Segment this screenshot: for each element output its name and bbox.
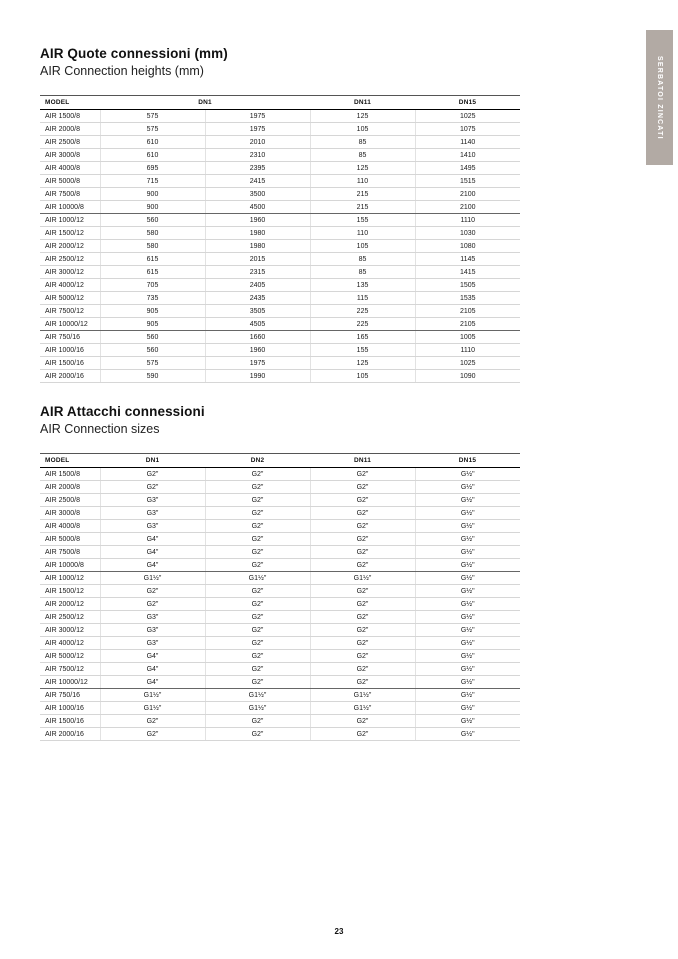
model-cell: AIR 10000/12 [40, 676, 100, 689]
value-cell: G2" [310, 650, 415, 663]
value-cell: 1030 [415, 227, 520, 240]
value-cell: G½" [415, 715, 520, 728]
value-cell: G2" [100, 585, 205, 598]
value-cell: G2" [310, 663, 415, 676]
value-cell: 610 [100, 136, 205, 149]
value-cell: 215 [310, 201, 415, 214]
value-cell: G2" [310, 637, 415, 650]
value-cell: G2" [205, 624, 310, 637]
model-cell: AIR 1000/12 [40, 214, 100, 227]
table-row [40, 728, 520, 741]
value-cell: G2" [310, 598, 415, 611]
table-row [40, 240, 520, 253]
table-row [40, 572, 520, 585]
value-cell: 1410 [415, 149, 520, 162]
value-cell: G2" [100, 468, 205, 481]
value-cell: G½" [415, 494, 520, 507]
value-cell: G4" [100, 546, 205, 559]
model-cell: AIR 7500/12 [40, 663, 100, 676]
value-cell: 4505 [205, 318, 310, 331]
value-cell: 1960 [205, 214, 310, 227]
table-row [40, 279, 520, 292]
table-row [40, 533, 520, 546]
value-cell: G2" [310, 715, 415, 728]
connection-heights-table [40, 95, 520, 383]
value-cell: G½" [415, 650, 520, 663]
table-row [40, 110, 520, 123]
value-cell: G2" [205, 507, 310, 520]
model-cell: AIR 1500/12 [40, 227, 100, 240]
value-cell: 1515 [415, 175, 520, 188]
model-cell: AIR 2000/12 [40, 598, 100, 611]
value-cell: G1½" [205, 572, 310, 585]
section-title: AIR Attacchi connessioni [40, 404, 205, 419]
value-cell: 85 [310, 266, 415, 279]
value-cell: 900 [100, 188, 205, 201]
value-cell: G2" [310, 507, 415, 520]
value-cell: 580 [100, 240, 205, 253]
value-cell: 110 [310, 227, 415, 240]
value-cell: 575 [100, 110, 205, 123]
value-cell: 1025 [415, 110, 520, 123]
value-cell: 2105 [415, 318, 520, 331]
value-cell: 1075 [415, 123, 520, 136]
value-cell: G3" [100, 520, 205, 533]
value-cell: 575 [100, 123, 205, 136]
model-cell: AIR 2000/16 [40, 370, 100, 383]
value-cell: G½" [415, 663, 520, 676]
table-row [40, 162, 520, 175]
section-connection-sizes [40, 404, 520, 741]
value-cell: G2" [205, 598, 310, 611]
value-cell: 1980 [205, 240, 310, 253]
table-row [40, 136, 520, 149]
value-cell: G½" [415, 702, 520, 715]
value-cell: 560 [100, 214, 205, 227]
value-cell: G½" [415, 572, 520, 585]
table-row [40, 266, 520, 279]
model-cell: AIR 3000/8 [40, 149, 100, 162]
value-cell: 125 [310, 110, 415, 123]
value-cell: 2395 [205, 162, 310, 175]
model-cell: AIR 2000/8 [40, 481, 100, 494]
value-cell: 1025 [415, 357, 520, 370]
model-cell: AIR 4000/8 [40, 520, 100, 533]
value-cell: 905 [100, 305, 205, 318]
value-cell: 85 [310, 149, 415, 162]
value-cell: G2" [205, 546, 310, 559]
value-cell: G3" [100, 611, 205, 624]
column-header-model: MODEL [40, 454, 100, 468]
model-cell: AIR 5000/8 [40, 533, 100, 546]
value-cell: G1½" [310, 572, 415, 585]
value-cell: G1½" [100, 572, 205, 585]
value-cell: G2" [205, 585, 310, 598]
value-cell: G2" [205, 559, 310, 572]
value-cell: 105 [310, 370, 415, 383]
table-row [40, 598, 520, 611]
model-cell: AIR 3000/12 [40, 624, 100, 637]
section-subtitle: AIR Connection sizes [40, 422, 160, 436]
value-cell: 1975 [205, 357, 310, 370]
value-cell: 1090 [415, 370, 520, 383]
value-cell: G3" [100, 494, 205, 507]
value-cell: G2" [205, 611, 310, 624]
table-row [40, 370, 520, 383]
value-cell: 590 [100, 370, 205, 383]
value-cell: G3" [100, 624, 205, 637]
value-cell: 735 [100, 292, 205, 305]
value-cell: 1660 [205, 331, 310, 344]
value-cell: G2" [205, 715, 310, 728]
value-cell: G2" [205, 481, 310, 494]
model-cell: AIR 4000/12 [40, 637, 100, 650]
model-cell: AIR 1500/8 [40, 110, 100, 123]
value-cell: 2010 [205, 136, 310, 149]
table-row [40, 149, 520, 162]
model-cell: AIR 1500/16 [40, 715, 100, 728]
value-cell: 695 [100, 162, 205, 175]
value-cell: 715 [100, 175, 205, 188]
value-cell: 155 [310, 214, 415, 227]
column-header-dn1: DN1 [100, 96, 310, 110]
model-cell: AIR 2500/8 [40, 494, 100, 507]
value-cell: G½" [415, 546, 520, 559]
table-row [40, 481, 520, 494]
value-cell: G½" [415, 611, 520, 624]
column-header-dn11: DN11 [310, 454, 415, 468]
value-cell: G½" [415, 728, 520, 741]
value-cell: G4" [100, 676, 205, 689]
value-cell: G4" [100, 663, 205, 676]
value-cell: G2" [205, 676, 310, 689]
value-cell: 105 [310, 240, 415, 253]
value-cell: 1140 [415, 136, 520, 149]
value-cell: G½" [415, 559, 520, 572]
value-cell: G1½" [205, 689, 310, 702]
model-cell: AIR 5000/12 [40, 650, 100, 663]
table-row [40, 318, 520, 331]
value-cell: G2" [310, 546, 415, 559]
value-cell: G2" [310, 611, 415, 624]
value-cell: G3" [100, 637, 205, 650]
value-cell: G2" [100, 715, 205, 728]
value-cell: G½" [415, 637, 520, 650]
column-header-dn15: DN15 [415, 96, 520, 110]
table-row [40, 201, 520, 214]
table-row [40, 227, 520, 240]
model-cell: AIR 2000/12 [40, 240, 100, 253]
model-cell: AIR 1000/16 [40, 344, 100, 357]
table-row [40, 650, 520, 663]
value-cell: 1960 [205, 344, 310, 357]
value-cell: G2" [205, 663, 310, 676]
table-row [40, 468, 520, 481]
value-cell: 85 [310, 253, 415, 266]
value-cell: 2415 [205, 175, 310, 188]
column-header-dn11: DN11 [310, 96, 415, 110]
model-cell: AIR 7500/8 [40, 188, 100, 201]
table-row [40, 494, 520, 507]
model-cell: AIR 2000/16 [40, 728, 100, 741]
value-cell: 2405 [205, 279, 310, 292]
value-cell: 165 [310, 331, 415, 344]
value-cell: G2" [205, 637, 310, 650]
value-cell: G2" [310, 728, 415, 741]
value-cell: 1415 [415, 266, 520, 279]
value-cell: G2" [205, 520, 310, 533]
side-tab-label: SERBATOI ZINCATI [656, 55, 663, 140]
model-cell: AIR 7500/12 [40, 305, 100, 318]
value-cell: G2" [205, 468, 310, 481]
value-cell: 1505 [415, 279, 520, 292]
value-cell: G2" [100, 481, 205, 494]
table-row [40, 611, 520, 624]
value-cell: 85 [310, 136, 415, 149]
value-cell: G½" [415, 624, 520, 637]
value-cell: 1110 [415, 214, 520, 227]
value-cell: 115 [310, 292, 415, 305]
table-row [40, 253, 520, 266]
table-row [40, 175, 520, 188]
value-cell: 2315 [205, 266, 310, 279]
value-cell: 1005 [415, 331, 520, 344]
model-cell: AIR 5000/12 [40, 292, 100, 305]
value-cell: G½" [415, 598, 520, 611]
value-cell: G4" [100, 650, 205, 663]
connection-sizes-table [40, 453, 520, 741]
table-row [40, 689, 520, 702]
value-cell: G2" [205, 650, 310, 663]
value-cell: 2100 [415, 201, 520, 214]
value-cell: G1½" [205, 702, 310, 715]
model-cell: AIR 10000/8 [40, 201, 100, 214]
value-cell: 2100 [415, 188, 520, 201]
table-row [40, 214, 520, 227]
value-cell: 2310 [205, 149, 310, 162]
column-header-dn1: DN1 [100, 454, 205, 468]
table-row [40, 520, 520, 533]
value-cell: 1980 [205, 227, 310, 240]
value-cell: G4" [100, 533, 205, 546]
table-row [40, 357, 520, 370]
value-cell: G2" [310, 520, 415, 533]
value-cell: 1110 [415, 344, 520, 357]
value-cell: 125 [310, 357, 415, 370]
model-cell: AIR 1500/8 [40, 468, 100, 481]
value-cell: 560 [100, 344, 205, 357]
model-cell: AIR 2500/12 [40, 611, 100, 624]
value-cell: G2" [310, 585, 415, 598]
value-cell: 225 [310, 305, 415, 318]
value-cell: 905 [100, 318, 205, 331]
value-cell: 1990 [205, 370, 310, 383]
value-cell: 215 [310, 188, 415, 201]
value-cell: 575 [100, 357, 205, 370]
value-cell: G2" [205, 533, 310, 546]
table-row [40, 676, 520, 689]
value-cell: 610 [100, 149, 205, 162]
table-row [40, 546, 520, 559]
table-row [40, 123, 520, 136]
value-cell: G1½" [100, 689, 205, 702]
value-cell: G2" [310, 494, 415, 507]
value-cell: 125 [310, 162, 415, 175]
value-cell: 580 [100, 227, 205, 240]
value-cell: 615 [100, 253, 205, 266]
value-cell: G½" [415, 520, 520, 533]
model-cell: AIR 750/16 [40, 689, 100, 702]
table-row [40, 507, 520, 520]
value-cell: 2435 [205, 292, 310, 305]
table-header-row [40, 96, 520, 110]
model-cell: AIR 1000/16 [40, 702, 100, 715]
value-cell: G2" [100, 598, 205, 611]
table-row [40, 305, 520, 318]
model-cell: AIR 4000/8 [40, 162, 100, 175]
value-cell: G2" [205, 494, 310, 507]
value-cell: 3500 [205, 188, 310, 201]
model-cell: AIR 750/16 [40, 331, 100, 344]
value-cell: G2" [310, 533, 415, 546]
value-cell: 105 [310, 123, 415, 136]
model-cell: AIR 2500/8 [40, 136, 100, 149]
value-cell: G½" [415, 533, 520, 546]
value-cell: G½" [415, 689, 520, 702]
table-row [40, 624, 520, 637]
side-tab [646, 30, 673, 165]
model-cell: AIR 7500/8 [40, 546, 100, 559]
value-cell: G½" [415, 507, 520, 520]
value-cell: 2105 [415, 305, 520, 318]
model-cell: AIR 5000/8 [40, 175, 100, 188]
value-cell: 110 [310, 175, 415, 188]
model-cell: AIR 3000/8 [40, 507, 100, 520]
model-cell: AIR 10000/12 [40, 318, 100, 331]
value-cell: G2" [310, 468, 415, 481]
section-title: AIR Quote connessioni (mm) [40, 46, 228, 61]
value-cell: G4" [100, 559, 205, 572]
value-cell: G2" [310, 676, 415, 689]
column-header-model: MODEL [40, 96, 100, 110]
value-cell: G½" [415, 468, 520, 481]
value-cell: 1145 [415, 253, 520, 266]
section-connection-heights [40, 46, 520, 383]
value-cell: 560 [100, 331, 205, 344]
value-cell: 1975 [205, 110, 310, 123]
model-cell: AIR 4000/12 [40, 279, 100, 292]
table-row [40, 663, 520, 676]
model-cell: AIR 3000/12 [40, 266, 100, 279]
model-cell: AIR 1000/12 [40, 572, 100, 585]
value-cell: 900 [100, 201, 205, 214]
value-cell: G3" [100, 507, 205, 520]
page-content [40, 46, 520, 741]
value-cell: 4500 [205, 201, 310, 214]
table-row [40, 637, 520, 650]
value-cell: 1535 [415, 292, 520, 305]
value-cell: G2" [310, 559, 415, 572]
table-row [40, 715, 520, 728]
table-header-row [40, 454, 520, 468]
table-row [40, 292, 520, 305]
value-cell: 135 [310, 279, 415, 292]
model-cell: AIR 10000/8 [40, 559, 100, 572]
table-row [40, 188, 520, 201]
model-cell: AIR 2500/12 [40, 253, 100, 266]
value-cell: 2015 [205, 253, 310, 266]
value-cell: G1½" [100, 702, 205, 715]
value-cell: G1½" [310, 702, 415, 715]
table-row [40, 344, 520, 357]
value-cell: G2" [310, 481, 415, 494]
value-cell: G½" [415, 481, 520, 494]
section-subtitle: AIR Connection heights (mm) [40, 64, 204, 78]
value-cell: G2" [100, 728, 205, 741]
value-cell: 1495 [415, 162, 520, 175]
value-cell: 615 [100, 266, 205, 279]
model-cell: AIR 1500/16 [40, 357, 100, 370]
value-cell: 1080 [415, 240, 520, 253]
column-header-dn2: DN2 [205, 454, 310, 468]
value-cell: G1½" [310, 689, 415, 702]
value-cell: 155 [310, 344, 415, 357]
value-cell: G½" [415, 676, 520, 689]
value-cell: G2" [310, 624, 415, 637]
model-cell: AIR 2000/8 [40, 123, 100, 136]
model-cell: AIR 1500/12 [40, 585, 100, 598]
table-row [40, 585, 520, 598]
value-cell: G2" [205, 728, 310, 741]
table-row [40, 702, 520, 715]
table-row [40, 331, 520, 344]
table-row [40, 559, 520, 572]
value-cell: 705 [100, 279, 205, 292]
page-number: 23 [334, 927, 344, 936]
value-cell: 225 [310, 318, 415, 331]
value-cell: 3505 [205, 305, 310, 318]
value-cell: G½" [415, 585, 520, 598]
column-header-dn15: DN15 [415, 454, 520, 468]
value-cell: 1975 [205, 123, 310, 136]
